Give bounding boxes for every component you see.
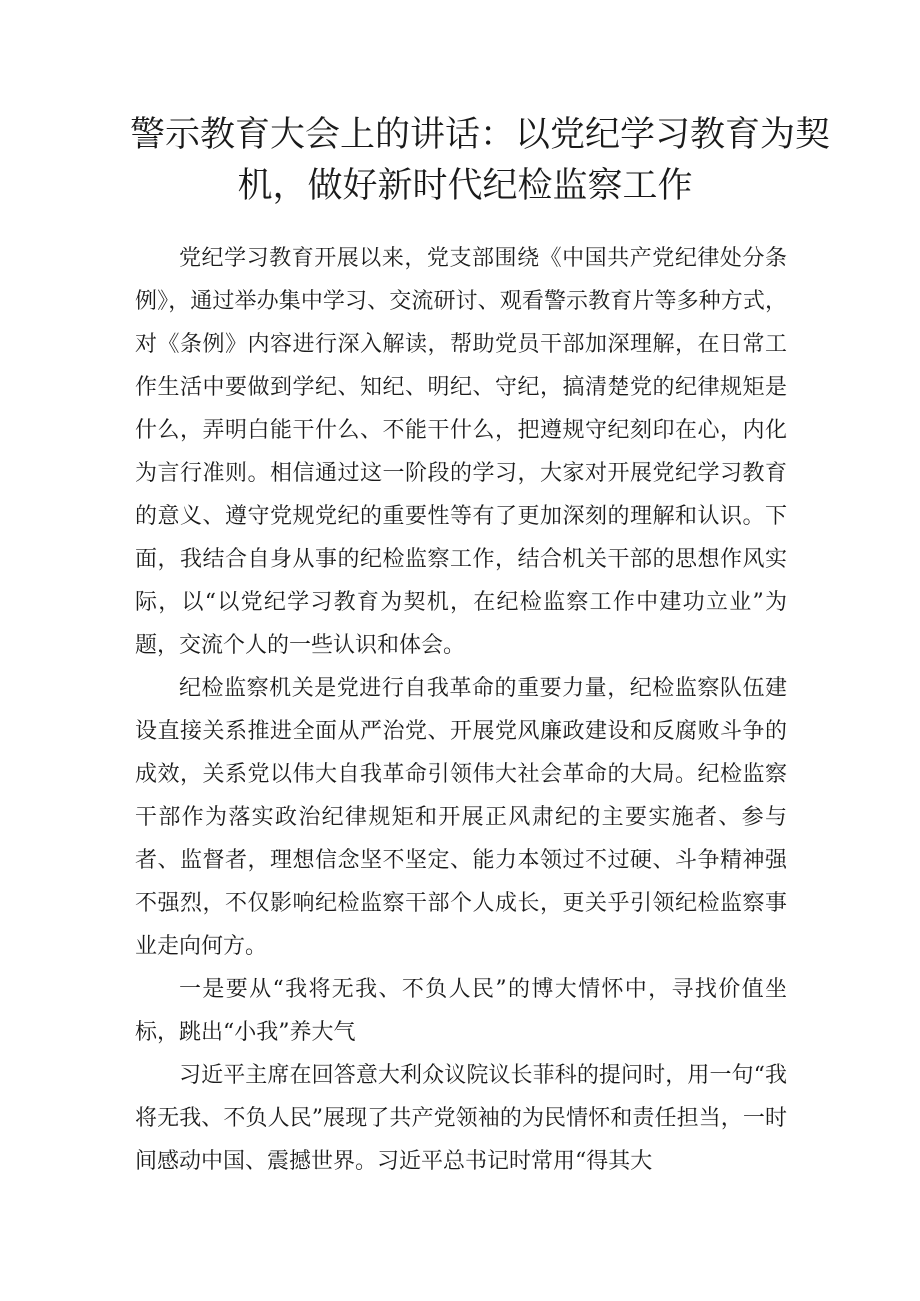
- section-heading: 一是要从“我将无我、不负人民”的博大情怀中，寻找价值坐标，跳出“小我”养大气: [135, 977, 787, 1045]
- document-title: [130, 110, 831, 212]
- title-line-1: 警示教育大会上的讲话：以党纪学习教育为契: [130, 115, 831, 155]
- paragraph: 党纪学习教育开展以来，党支部围绕《中国共产党纪律处分条例》，通过举办集中学习、交流研讨、观看警示教育片等多种方式，对《条例》内容进行深入解读，帮助党员干部加深理解，在日常工作生活中要做到学纪、知纪、明纪、守纪，搞清楚党的纪律规矩是什么，弄明白能干什么、不能干什么，把遵规守纪刻印在心，内化为言行准则。相信通过这一阶段的学习，大家对开展党纪学习教育的意义、遵守党规党纪的重要性等有了更加深刻的理解和认识。下面，我结合自身从事的纪检监察工作，结合机关干部的思想作风实际，以“以党纪学习教育为契机，在纪检监察工作中建功立业”为题，交流个人的一些认识和体会。: [135, 246, 787, 658]
- title-line-2: 机，做好新时代纪检监察工作: [237, 166, 693, 206]
- paragraph: 习近平主席在回答意大利众议院议长菲科的提问时，用一句“我将无我、不负人民”展现了共产党领袖的为民情怀和责任担当，一时间感动中国、震撼世界。习近平总书记时常用“得其大: [135, 1063, 787, 1174]
- paragraph: 纪检监察机关是党进行自我革命的重要力量，纪检监察队伍建设直接关系推进全面从严治党、开展党风廉政建设和反腐败斗争的成效，关系党以伟大自我革命引领伟大社会革命的大局。纪检监察干部作为落实政治纪律规矩和开展正风肃纪的主要实施者、参与者、监督者，理想信念坚不坚定、能力本领过不过硬、斗争精神强不强烈，不仅影响纪检监察干部个人成长，更关乎引领纪检监察事业走向何方。: [135, 676, 787, 959]
- document-body: [135, 237, 787, 1183]
